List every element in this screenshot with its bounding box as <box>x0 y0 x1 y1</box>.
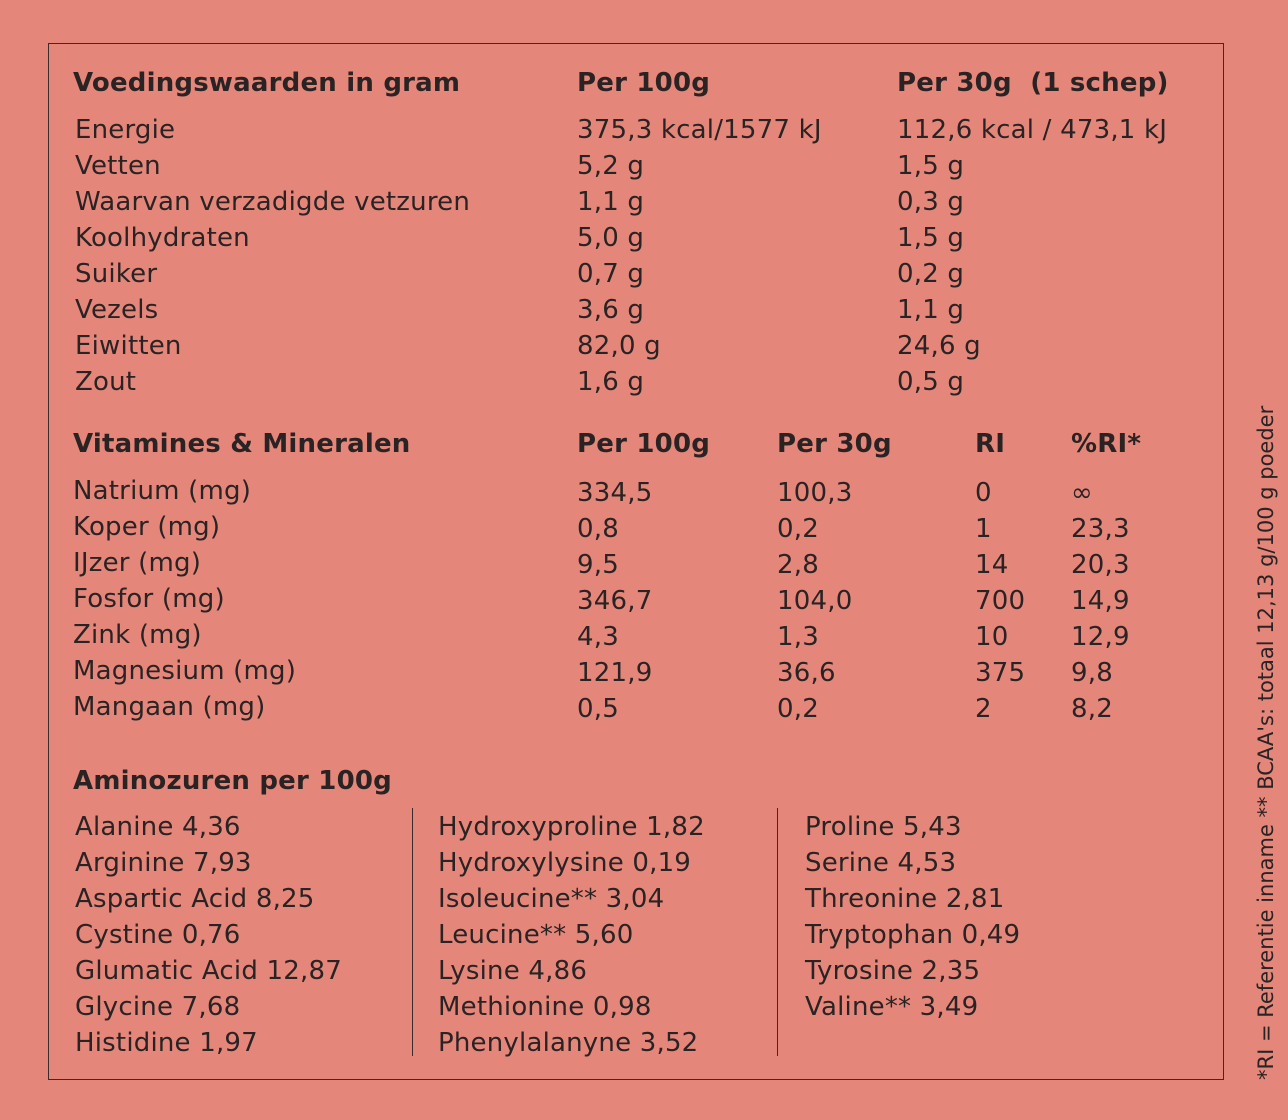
mineral-name: Natrium (mg) <box>73 476 252 506</box>
mineral-value: 104,0 <box>777 586 853 616</box>
amino-acid-item: Phenylalanyne 3,52 <box>438 1028 699 1058</box>
mineral-value: 700 <box>975 586 1026 616</box>
nutrient-name: Suiker <box>75 259 158 289</box>
amino-acid-item: Threonine 2,81 <box>805 884 1005 914</box>
amino-acid-item: Lysine 4,86 <box>438 956 588 986</box>
mineral-value: 100,3 <box>777 478 853 508</box>
mineral-value: 2 <box>975 694 992 724</box>
amino-acid-item: Arginine 7,93 <box>75 848 252 878</box>
mineral-value: 0,2 <box>777 514 819 544</box>
mineral-value: 121,9 <box>577 658 653 688</box>
mineral-name: Koper (mg) <box>73 512 221 542</box>
nutrition-header-per30: Per 30g (1 schep) <box>897 68 1169 98</box>
mineral-value: 8,2 <box>1071 694 1113 724</box>
mineral-name: Zink (mg) <box>73 620 202 650</box>
nutrient-value: 1,1 g <box>897 295 965 325</box>
nutrient-value: 0,7 g <box>577 259 645 289</box>
nutrition-header-label: Voedingswaarden in gram <box>73 68 461 98</box>
amino-divider-2 <box>777 808 778 1056</box>
mineral-value: 375 <box>975 658 1026 688</box>
amino-title: Aminozuren per 100g <box>73 766 392 796</box>
amino-acid-item: Methionine 0,98 <box>438 992 652 1022</box>
mineral-value: 9,5 <box>577 550 619 580</box>
amino-acid-item: Alanine 4,36 <box>75 812 241 842</box>
amino-acid-item: Tryptophan 0,49 <box>805 920 1021 950</box>
nutrient-name: Koolhydraten <box>75 223 250 253</box>
mineral-value: 14 <box>975 550 1009 580</box>
amino-acid-item: Isoleucine** 3,04 <box>438 884 665 914</box>
nutrient-value: 5,2 g <box>577 151 645 181</box>
vitamins-header-ri: RI <box>975 429 1006 459</box>
amino-acid-item: Hydroxyproline 1,82 <box>438 812 705 842</box>
mineral-value: 0,8 <box>577 514 619 544</box>
mineral-value: 12,9 <box>1071 622 1130 652</box>
nutrient-value: 3,6 g <box>577 295 645 325</box>
mineral-value: 334,5 <box>577 478 653 508</box>
amino-acid-item: Serine 4,53 <box>805 848 957 878</box>
amino-divider-1 <box>412 808 413 1056</box>
mineral-value: 2,8 <box>777 550 819 580</box>
nutrient-name: Eiwitten <box>75 331 182 361</box>
mineral-value: ∞ <box>1071 478 1093 508</box>
nutrient-value: 0,3 g <box>897 187 965 217</box>
amino-acid-item: Aspartic Acid 8,25 <box>75 884 315 914</box>
nutrient-value: 375,3 kcal/1577 kJ <box>577 115 822 145</box>
mineral-name: Fosfor (mg) <box>73 584 225 614</box>
nutrient-value: 24,6 g <box>897 331 981 361</box>
mineral-value: 346,7 <box>577 586 653 616</box>
mineral-value: 0,2 <box>777 694 819 724</box>
nutrient-value: 1,5 g <box>897 151 965 181</box>
nutrient-value: 0,5 g <box>897 367 965 397</box>
mineral-value: 23,3 <box>1071 514 1130 544</box>
nutrient-value: 0,2 g <box>897 259 965 289</box>
amino-acid-item: Tyrosine 2,35 <box>805 956 981 986</box>
nutrient-name: Energie <box>75 115 176 145</box>
mineral-value: 9,8 <box>1071 658 1113 688</box>
vitamins-header-pct-ri: %RI* <box>1071 429 1142 459</box>
mineral-name: Mangaan (mg) <box>73 692 266 722</box>
mineral-value: 0 <box>975 478 992 508</box>
amino-acid-item: Glumatic Acid 12,87 <box>75 956 342 986</box>
amino-acid-item: Valine** 3,49 <box>805 992 979 1022</box>
mineral-value: 4,3 <box>577 622 619 652</box>
amino-acid-item: Histidine 1,97 <box>75 1028 258 1058</box>
mineral-value: 36,6 <box>777 658 836 688</box>
mineral-value: 0,5 <box>577 694 619 724</box>
amino-acid-item: Proline 5,43 <box>805 812 962 842</box>
mineral-value: 20,3 <box>1071 550 1130 580</box>
nutrition-header-per100: Per 100g <box>577 68 711 98</box>
nutrient-name: Vetten <box>75 151 161 181</box>
footnote: *RI = Referentie inname ** BCAA's: totaal 12,13 g/100 g poeder <box>1254 405 1278 1080</box>
nutrient-value: 82,0 g <box>577 331 661 361</box>
nutrient-name: Zout <box>75 367 137 397</box>
mineral-value: 1,3 <box>777 622 819 652</box>
amino-acid-item: Hydroxylysine 0,19 <box>438 848 692 878</box>
mineral-value: 10 <box>975 622 1009 652</box>
mineral-value: 14,9 <box>1071 586 1130 616</box>
vitamins-header-label: Vitamines & Mineralen <box>73 429 411 459</box>
nutrient-name: Waarvan verzadigde vetzuren <box>75 187 471 217</box>
nutrient-value: 5,0 g <box>577 223 645 253</box>
mineral-name: IJzer (mg) <box>73 548 202 578</box>
amino-acid-item: Glycine 7,68 <box>75 992 241 1022</box>
mineral-name: Magnesium (mg) <box>73 656 297 686</box>
amino-acid-item: Cystine 0,76 <box>75 920 241 950</box>
nutrient-value: 1,5 g <box>897 223 965 253</box>
nutrient-value: 112,6 kcal / 473,1 kJ <box>897 115 1168 145</box>
vitamins-header-per100: Per 100g <box>577 429 711 459</box>
mineral-value: 1 <box>975 514 992 544</box>
amino-acid-item: Leucine** 5,60 <box>438 920 634 950</box>
nutrient-value: 1,6 g <box>577 367 645 397</box>
nutrient-name: Vezels <box>75 295 159 325</box>
nutrient-value: 1,1 g <box>577 187 645 217</box>
vitamins-header-per30: Per 30g <box>777 429 892 459</box>
